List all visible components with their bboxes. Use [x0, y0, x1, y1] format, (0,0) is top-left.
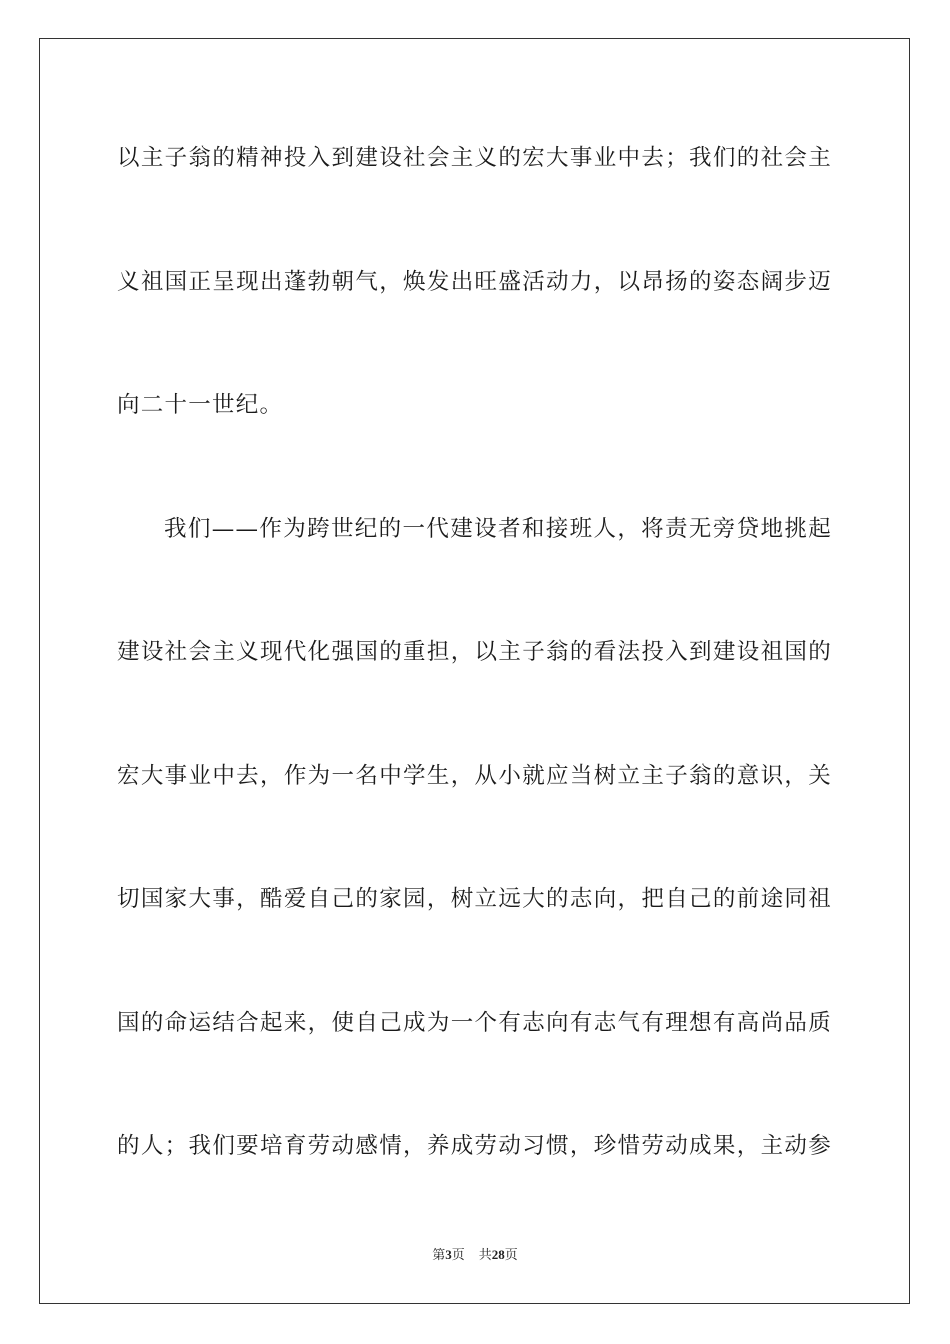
body-text-line-4: 我们——作为跨世纪的一代建设者和接班人，将责无旁贷地挑起 — [164, 516, 832, 542]
total-suffix: 页 — [504, 1248, 518, 1263]
body-text-line-7: 切国家大事，酷爱自己的家园，树立远大的志向，把自己的前途同祖 — [117, 886, 832, 912]
body-text-line-6: 宏大事业中去，作为一名中学生，从小就应当树立主子翁的意识，关 — [117, 763, 832, 789]
page-footer — [0, 1246, 950, 1265]
total-pages: 28 — [491, 1247, 505, 1262]
body-text-line-9: 的人；我们要培育劳动感情，养成劳动习惯，珍惜劳动成果，主动参 — [117, 1133, 832, 1159]
page-number: 3 — [445, 1247, 452, 1262]
body-text-line-1: 以主子翁的精神投入到建设社会主义的宏大事业中去；我们的社会主 — [117, 145, 832, 171]
body-text-line-3: 向二十一世纪。 — [117, 392, 284, 418]
total-prefix: 共 — [478, 1248, 492, 1263]
page-border — [39, 38, 910, 1304]
body-text-line-8: 国的命运结合起来，使自己成为一个有志向有志气有理想有高尚品质 — [117, 1010, 832, 1036]
page-prefix: 第 — [432, 1248, 446, 1263]
body-text-line-2: 义祖国正呈现出蓬勃朝气，焕发出旺盛活动力，以昂扬的姿态阔步迈 — [117, 269, 832, 295]
body-text-line-5: 建设社会主义现代化强国的重担，以主子翁的看法投入到建设祖国的 — [117, 639, 832, 665]
page-suffix: 页 — [451, 1248, 465, 1263]
